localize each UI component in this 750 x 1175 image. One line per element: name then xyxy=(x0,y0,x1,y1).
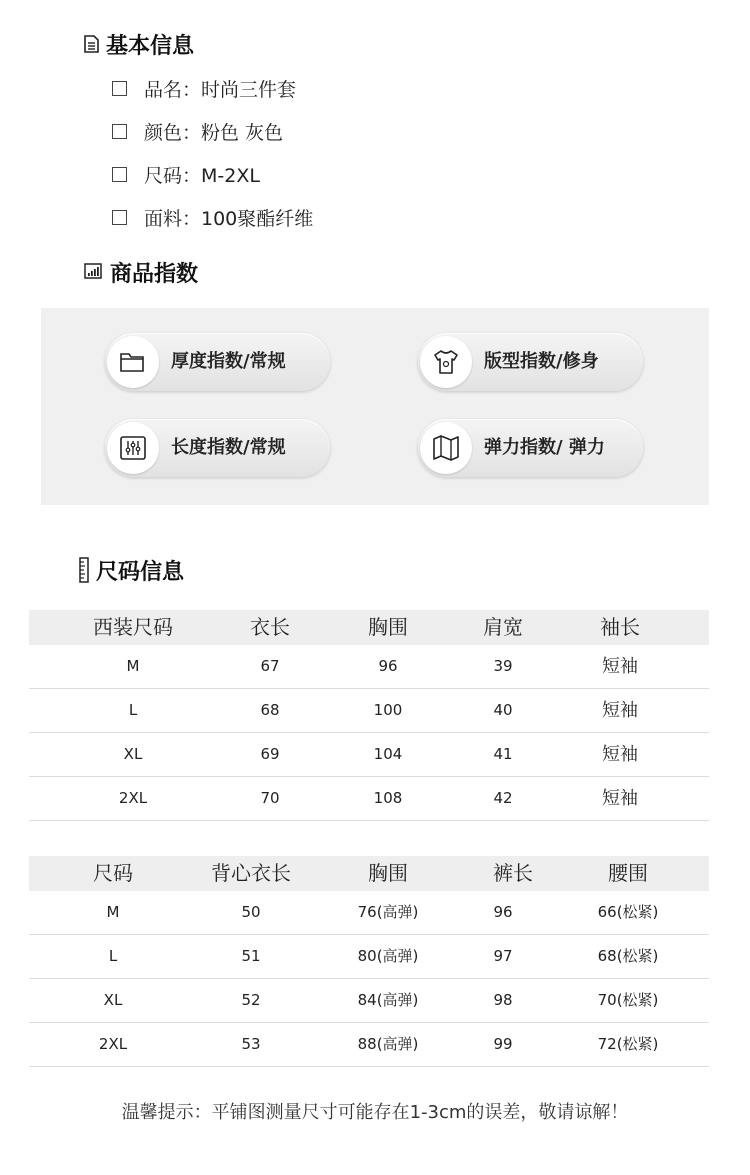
table-cell: 69 xyxy=(260,745,280,763)
table-header xyxy=(29,610,709,645)
table-cell: 80(高弹) xyxy=(357,947,419,965)
index-label: 厚度指数/常规 xyxy=(171,351,286,372)
folder-icon xyxy=(118,347,148,377)
index-pill-length xyxy=(105,419,330,477)
column-header: 胸围 xyxy=(368,615,408,639)
table-cell: 70(松紧) xyxy=(597,991,659,1009)
indices-title: 商品指数 xyxy=(110,262,199,287)
table-row xyxy=(29,733,709,777)
table-cell: 96 xyxy=(378,657,398,675)
sliders-icon xyxy=(118,433,148,463)
table-cell: 短袖 xyxy=(602,700,638,721)
table-cell: 72(松紧) xyxy=(597,1035,659,1053)
checkbox-icon xyxy=(112,210,127,225)
table-cell: 88(高弹) xyxy=(357,1035,419,1053)
index-label: 版型指数/修身 xyxy=(484,351,599,372)
table-row xyxy=(29,777,709,821)
info-item-label: 面料：100聚酯纤维 xyxy=(144,208,314,230)
table-row xyxy=(29,689,709,733)
index-icon-circle xyxy=(420,336,472,388)
table-cell: 68(松紧) xyxy=(597,947,659,965)
table-cell: XL xyxy=(123,745,143,763)
table-row xyxy=(29,645,709,689)
table-cell: 短袖 xyxy=(602,656,638,677)
checkbox-icon xyxy=(112,167,127,182)
table-cell: L xyxy=(128,701,138,719)
table-cell: 84(高弹) xyxy=(357,991,419,1009)
index-pill-elasticity xyxy=(418,419,643,477)
table-cell: 短袖 xyxy=(602,788,638,809)
bar-chart-icon xyxy=(84,263,102,279)
table-cell: 52 xyxy=(241,991,261,1009)
checkbox-icon xyxy=(112,81,127,96)
table-cell: 108 xyxy=(373,789,403,807)
document-icon xyxy=(84,35,99,53)
table-cell: 2XL xyxy=(118,789,148,807)
size-info-title: 尺码信息 xyxy=(96,560,185,585)
column-header: 裤长 xyxy=(493,861,533,885)
index-icon-circle xyxy=(420,422,472,474)
ruler-icon xyxy=(79,557,90,583)
table-row xyxy=(29,1023,709,1067)
map-fold-icon xyxy=(431,433,461,463)
table-cell: 66(松紧) xyxy=(597,903,659,921)
table-header xyxy=(29,856,709,891)
table-cell: 42 xyxy=(493,789,513,807)
index-pill-fit xyxy=(418,333,643,391)
column-header: 腰围 xyxy=(608,861,648,885)
column-header: 肩宽 xyxy=(483,615,523,639)
indices-panel xyxy=(41,308,709,505)
column-header: 西装尺码 xyxy=(93,615,173,639)
table-cell: 68 xyxy=(260,701,280,719)
table-cell: 41 xyxy=(493,745,513,763)
table-cell: 76(高弹) xyxy=(357,903,419,921)
checkbox-icon xyxy=(112,124,127,139)
table-cell: 短袖 xyxy=(602,744,638,765)
column-header: 袖长 xyxy=(600,615,640,639)
table-cell: M xyxy=(106,903,120,921)
table-cell: 98 xyxy=(493,991,513,1009)
table-cell: 53 xyxy=(241,1035,261,1053)
info-item-label: 品名：时尚三件套 xyxy=(144,79,297,101)
info-item-label: 尺码：M-2XL xyxy=(144,165,260,187)
table-cell: 40 xyxy=(493,701,513,719)
column-header: 尺码 xyxy=(93,861,133,885)
size-table-vest-pants xyxy=(29,856,709,1067)
table-cell: XL xyxy=(103,991,123,1009)
table-cell: 100 xyxy=(373,701,403,719)
table-cell: M xyxy=(126,657,140,675)
index-pill-thickness xyxy=(105,333,330,391)
table-cell: 39 xyxy=(493,657,513,675)
index-icon-circle xyxy=(107,336,159,388)
column-header: 背心衣长 xyxy=(211,861,291,885)
size-table-suit xyxy=(29,610,709,821)
basic-info-title: 基本信息 xyxy=(106,34,195,59)
table-cell: 51 xyxy=(241,947,261,965)
index-label: 弹力指数/ 弹力 xyxy=(484,437,605,458)
table-cell: 96 xyxy=(493,903,513,921)
table-cell: 104 xyxy=(373,745,403,763)
table-cell: L xyxy=(108,947,118,965)
tshirt-icon xyxy=(431,347,461,377)
table-cell: 97 xyxy=(493,947,513,965)
table-cell: 70 xyxy=(260,789,280,807)
column-header: 胸围 xyxy=(368,861,408,885)
table-cell: 2XL xyxy=(98,1035,128,1053)
table-row xyxy=(29,979,709,1023)
table-cell: 99 xyxy=(493,1035,513,1053)
column-header: 衣长 xyxy=(250,615,290,639)
table-cell: 50 xyxy=(241,903,261,921)
measurement-tip: 温馨提示：平铺图测量尺寸可能存在1-3cm的误差，敬请谅解！ xyxy=(121,1102,629,1123)
table-cell: 67 xyxy=(260,657,280,675)
index-icon-circle xyxy=(107,422,159,474)
info-item-label: 颜色：粉色 灰色 xyxy=(144,122,284,144)
index-label: 长度指数/常规 xyxy=(171,437,286,458)
table-row xyxy=(29,935,709,979)
table-row xyxy=(29,891,709,935)
